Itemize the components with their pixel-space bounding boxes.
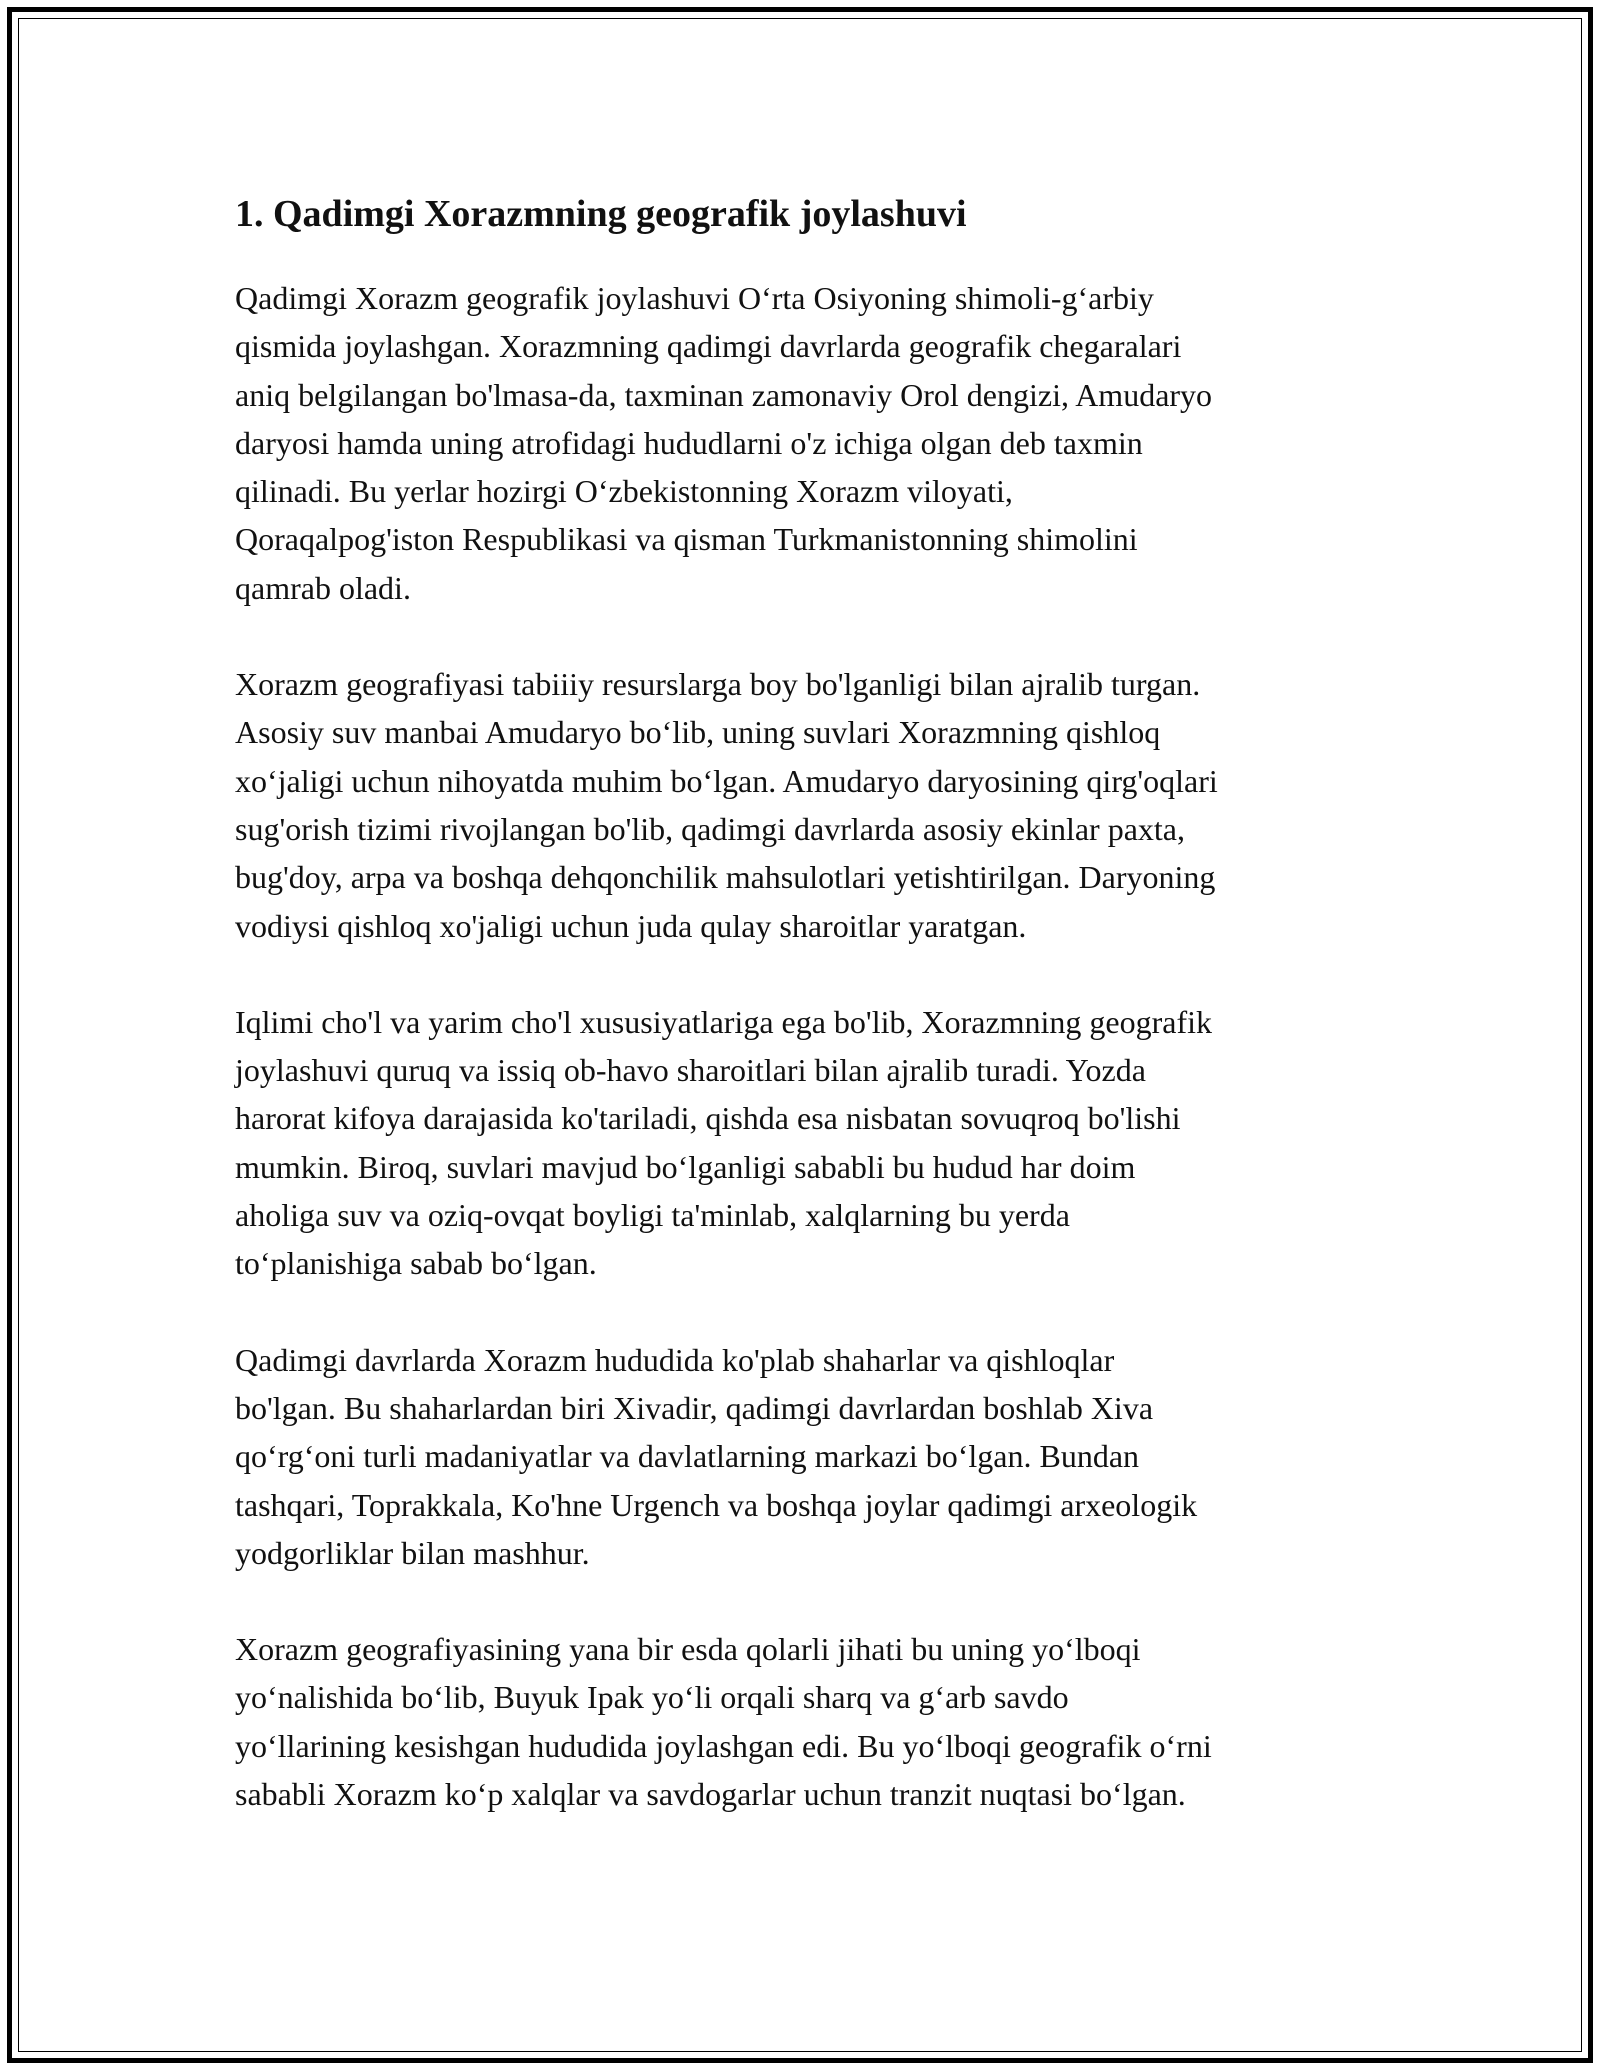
paragraph-climate [235, 998, 1375, 1288]
text-line: daryosi hamda uning atrofidagi hududlarni o'z ichiga olgan deb taxmin [235, 424, 1143, 461]
text-line: Qadimgi Xorazm geografik joylashuvi O‘rta Osiyoning shimoli-g‘arbiy [235, 280, 1154, 316]
text-line: qismida joylashgan. Xorazmning qadimgi davrlarda geografik chegaralari [235, 328, 1182, 365]
text-line: yo‘llarining kesishgan hududida joylashgan edi. Bu yo‘lboqi geografik o‘rni [235, 1727, 1212, 1764]
text-line: Qoraqalpog'iston Respublikasi va qisman Turkmanistonning shimolini [235, 521, 1138, 558]
text-line: yo‘nalishida bo‘lib, Buyuk Ipak yo‘li orqali sharq va g‘arb savdo [235, 1679, 1069, 1716]
text-line: harorat kifoya darajasida ko'tariladi, qishda esa nisbatan sovuqroq bo'lishi [235, 1100, 1181, 1137]
paragraph-cities [235, 1336, 1375, 1577]
text-line: sababli Xorazm ko‘p xalqlar va savdogarlar uchun tranzit nuqtasi bo‘lgan. [235, 1776, 1186, 1813]
text-line: Xorazm geografiyasi tabiiiy resurslarga boy bo'lganligi bilan ajralib turgan. [235, 666, 1201, 703]
text-line: tashqari, Toprakkala, Ko'hne Urgench va boshqa joylar qadimgi arxeologik [235, 1486, 1198, 1523]
text-line: vodiysi qishloq xo'jaligi uchun juda qulay sharoitlar yaratgan. [235, 907, 1027, 944]
text-line: qilinadi. Bu yerlar hozirgi O‘zbekistonning Xorazm viloyati, [235, 473, 1013, 510]
text-line: Iqlimi cho'l va yarim cho'l xususiyatlariga ega bo'lib, Xorazmning geografik [235, 1003, 1213, 1040]
paragraph-trade-routes [235, 1625, 1375, 1818]
text-line: joylashuvi quruq va issiq ob-havo sharoitlari bilan ajralib turadi. Yozda [235, 1052, 1146, 1089]
text-line: bo'lgan. Bu shaharlardan biri Xivadir, qadimgi davrlardan boshlab Xiva [235, 1389, 1154, 1426]
section-heading: 1. Qadimgi Xorazmning geografik joylashuvi [235, 193, 967, 235]
text-line: Asosiy suv manbai Amudaryo bo‘lib, uning suvlari Xorazmning qishloq [235, 714, 1161, 751]
text-line: Qadimgi davrlarda Xorazm hududida ko'plab shaharlar va qishloqlar [235, 1341, 1115, 1378]
text-line: qo‘rg‘oni turli madaniyatlar va davlatlarning markazi bo‘lgan. Bundan [235, 1438, 1140, 1475]
text-line: yodgorliklar bilan mashhur. [235, 1534, 590, 1571]
text-line: qamrab oladi. [235, 569, 411, 606]
text-line: xo‘jaligi uchun nihoyatda muhim bo‘lgan. Amudaryo daryosining qirg'oqlari [235, 762, 1218, 799]
paragraph-resources [235, 660, 1375, 950]
text-line: aholiga suv va oziq-ovqat boyligi ta'minlab, xalqlarning bu yerda [235, 1197, 1070, 1234]
text-line: Xorazm geografiyasining yana bir esda qolarli jihati bu uning yo‘lboqi [235, 1631, 1141, 1668]
text-line: bug'doy, arpa va boshqa dehqonchilik mahsulotlari yetishtirilgan. Daryoning [235, 859, 1216, 896]
paragraph-location [235, 274, 1375, 612]
text-line: to‘planishiga sabab bo‘lgan. [235, 1245, 597, 1282]
text-line: sug'orish tizimi rivojlangan bo'lib, qadimgi davrlarda asosiy ekinlar paxta, [235, 810, 1185, 847]
text-line: mumkin. Biroq, suvlari mavjud bo‘lganligi sababli bu hudud har doim [235, 1148, 1136, 1185]
document-body [235, 186, 1375, 1866]
text-line: aniq belgilangan bo'lmasa-da, taxminan zamonaviy Orol dengizi, Amudaryo [235, 376, 1213, 413]
